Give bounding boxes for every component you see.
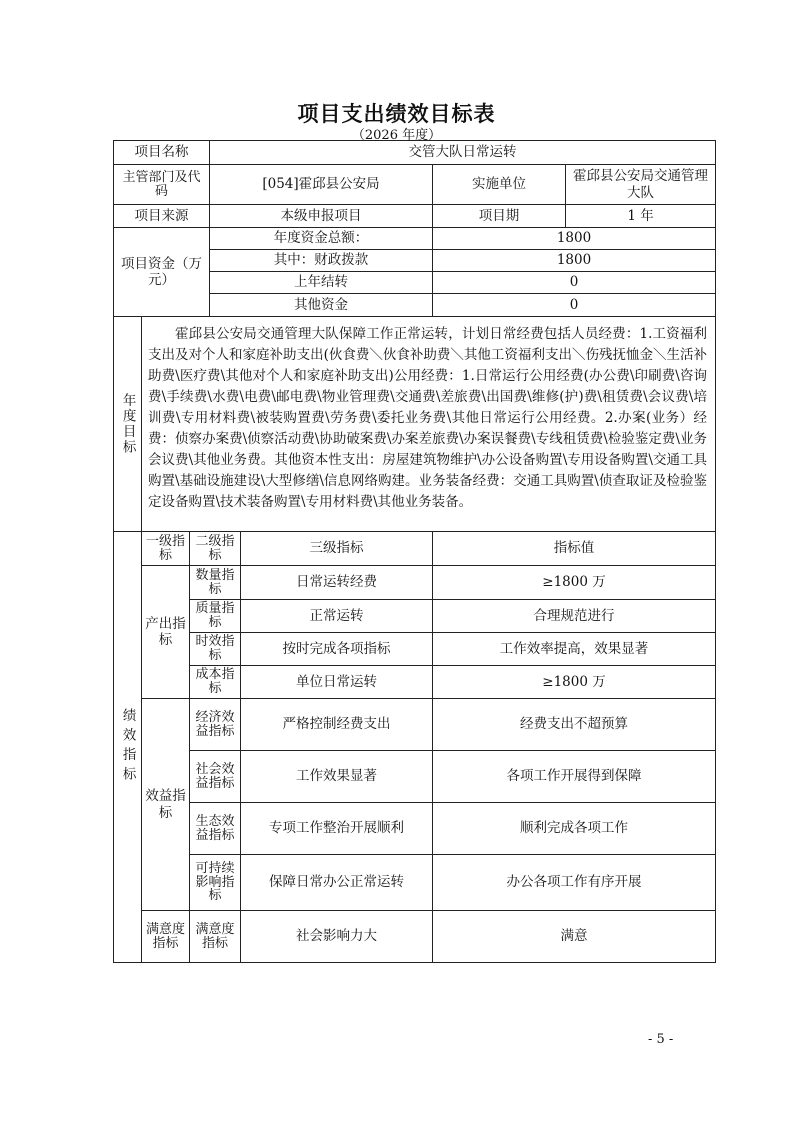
project-name-label: 项目名称 [114,141,210,165]
project-funds-label: 项目资金（万元） [114,228,210,317]
annual-goal-text: 霍邱县公安局交通管理大队保障工作正常运转，计划日常经费包括人员经费：1.工资福利支出及对个人和家庭补助支出(伙食费＼伙食补助费＼其他工资福利支出＼伤残抚恤金＼生活补助费\医疗费\其他对个人和家庭补助支出)公用经费：1.日常运行公用经费(办公费\印刷费\咨询费\手续费\水费\电费\邮电费\物业管理费\交通费\差旅费\出国费\维修(护)费\租赁费\会议费\培训费\专用材料费\被装购置费\劳务费\委托业务费\其他日常运行公用经费。2.办案(业务）经费：侦察办案费\侦察活动费\协助破案费\办案差旅费\办案误餐费\专线租赁费\检验鉴定费\业务会议费\其他业务费。其他资本性支出：房屋建筑物维护\办公设备购置\专用设备购置\交通工具购置\基础设施建设\大型修缮\信息网络购建。业务装备经费：交通工具购置\侦查取证及检验鉴定设备购置\技术装备购置\专用材料费\其他业务装备。 [142,317,716,532]
performance-indicators-label [114,532,142,963]
funds-row-value: 0 [433,272,716,294]
header-level3: 三级指标 [241,532,433,566]
level1-output: 产出指标 [142,566,190,699]
project-source-value: 本级申报项目 [210,205,433,228]
funds-row-label: 年度资金总额： [210,228,433,250]
department-label: 主管部门及代码 [114,165,210,205]
funds-row-value: 0 [433,294,716,317]
header-level1: 一级指标 [142,532,190,566]
value-cell: 工作效率提高，效果显著 [433,633,716,666]
level2-cell: 生态效益指标 [190,803,241,855]
annual-goal-label [114,317,142,532]
value-cell: 各项工作开展得到保障 [433,751,716,803]
value-cell: 满意 [433,911,716,963]
value-cell: 合理规范进行 [433,600,716,633]
level2-cell: 社会效益指标 [190,751,241,803]
level3-cell: 正常运转 [241,600,433,633]
header-level2: 二级指标 [190,532,241,566]
year-label: （2026 年度） [351,128,442,143]
implementing-unit-value: 霍邱县公安局交通管理大队 [566,165,716,205]
value-cell: 办公各项工作有序开展 [433,855,716,911]
funds-row-label: 其他资金 [210,294,433,317]
annual-goal-label-text: 年度目标 [119,393,136,455]
level2-cell: 满意度指标 [190,911,241,963]
performance-indicators-label-text: 绩效指标 [119,708,136,786]
value-cell: 顺利完成各项工作 [433,803,716,855]
value-cell: 经费支出不超预算 [433,699,716,751]
project-period-value: 1 年 [566,205,716,228]
value-cell: ≥1800 万 [433,666,716,699]
value-cell: ≥1800 万 [433,566,716,600]
page-number: - 5 - [648,1032,674,1047]
level3-cell: 按时完成各项指标 [241,633,433,666]
level2-cell: 经济效益指标 [190,699,241,751]
project-source-label: 项目来源 [114,205,210,228]
level3-cell: 工作效果显著 [241,751,433,803]
level3-cell: 单位日常运转 [241,666,433,699]
department-value: [054]霍邱县公安局 [210,165,433,205]
funds-row-label: 上年结转 [210,272,433,294]
level3-cell: 严格控制经费支出 [241,699,433,751]
performance-goal-table [113,140,716,963]
funds-row-value: 1800 [433,228,716,250]
level2-cell: 时效指标 [190,633,241,666]
funds-row-value: 1800 [433,250,716,272]
level1-benefit: 效益指标 [142,699,190,911]
header-value: 指标值 [433,532,716,566]
level3-cell: 日常运转经费 [241,566,433,600]
level2-cell: 质量指标 [190,600,241,633]
project-name-value: 交管大队日常运转 [210,141,716,165]
level3-cell: 专项工作整治开展顺利 [241,803,433,855]
level2-cell: 成本指标 [190,666,241,699]
project-period-label: 项目期 [433,205,566,228]
level2-cell: 可持续影响指标 [190,855,241,911]
implementing-unit-label: 实施单位 [433,165,566,205]
level3-cell: 社会影响力大 [241,911,433,963]
level3-cell: 保障日常办公正常运转 [241,855,433,911]
funds-row-label: 其中：财政拨款 [210,250,433,272]
level1-satisfaction: 满意度指标 [142,911,190,963]
level2-cell: 数量指标 [190,566,241,600]
document-title: 项目支出绩效目标表 [297,101,496,126]
